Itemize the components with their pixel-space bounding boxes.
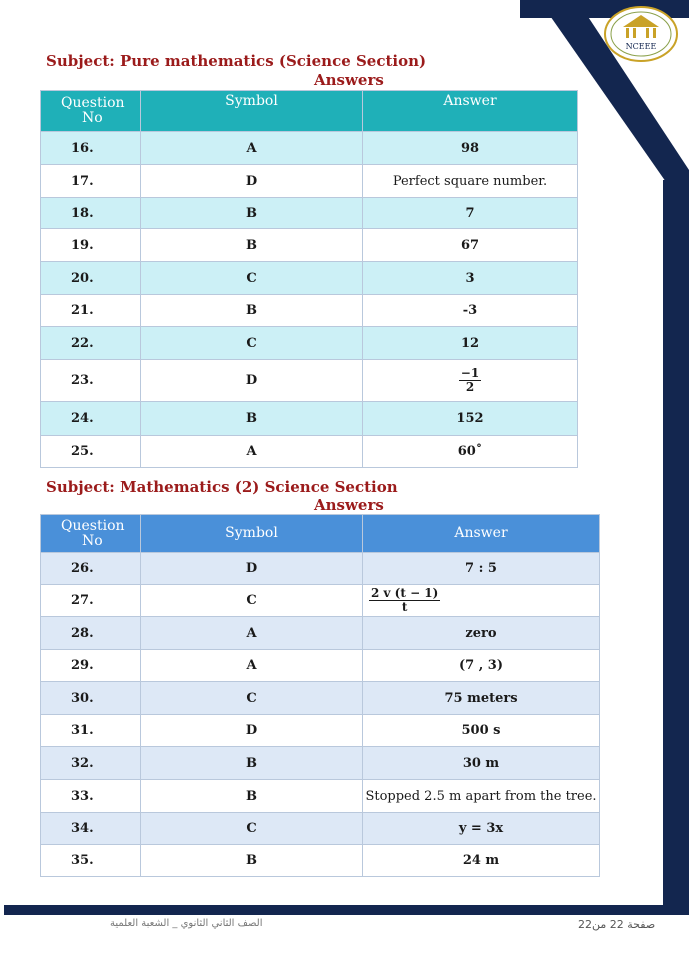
answer-symbol: A (141, 617, 363, 650)
answer-symbol: C (141, 813, 363, 845)
answer-symbol: D (141, 553, 363, 585)
answer-value: 75 meters (363, 682, 600, 715)
table-header-row (41, 91, 578, 132)
right-edge-bar (663, 180, 689, 915)
answer-value (363, 585, 600, 617)
table-row (41, 813, 600, 845)
answer-symbol: D (141, 360, 363, 402)
table-row (41, 198, 578, 229)
question-number: 22. (41, 327, 141, 360)
answer-value: 60˚ (363, 436, 578, 468)
question-number: 21. (41, 295, 141, 327)
answer-symbol: B (141, 780, 363, 813)
answer-symbol: B (141, 845, 363, 877)
answer-symbol: D (141, 165, 363, 198)
fraction-denominator: 2 (465, 380, 475, 394)
section2-answers-label: Answers (314, 496, 384, 514)
question-number: 33. (41, 780, 141, 813)
header-answer: Answer (363, 91, 578, 132)
answer-value: 30 m (363, 747, 600, 780)
table-row (41, 229, 578, 262)
answer-value: zero (363, 617, 600, 650)
table-row (41, 132, 578, 165)
answer-symbol: C (141, 682, 363, 715)
pure-math-answers-table (40, 90, 578, 468)
question-number: 27. (41, 585, 141, 617)
header-symbol: Symbol (141, 91, 363, 132)
footer-page-number: صفحة 22 من22 (578, 918, 656, 931)
answer-symbol: C (141, 327, 363, 360)
question-number: 17. (41, 165, 141, 198)
question-number: 28. (41, 617, 141, 650)
answer-symbol: B (141, 229, 363, 262)
footer-bar (4, 905, 689, 915)
fraction-denominator: t (401, 600, 408, 614)
header-question-no: Question No (41, 515, 141, 553)
table-row (41, 436, 578, 468)
question-number: 25. (41, 436, 141, 468)
question-number: 24. (41, 402, 141, 436)
answer-value: 7 : 5 (363, 553, 600, 585)
question-number: 34. (41, 813, 141, 845)
table-row (41, 165, 578, 198)
question-number: 32. (41, 747, 141, 780)
table-row (41, 845, 600, 877)
question-number: 23. (41, 360, 141, 402)
answer-value: 24 m (363, 845, 600, 877)
answer-symbol: D (141, 715, 363, 747)
table-row (41, 650, 600, 682)
nceee-logo-icon (603, 5, 679, 63)
answer-symbol: A (141, 436, 363, 468)
footer-grade-label: الصف الثاني الثانوي _ الشعبة العلمية (110, 918, 263, 929)
answer-symbol: B (141, 295, 363, 327)
table-row (41, 327, 578, 360)
answer-value: Perfect square number. (363, 165, 578, 198)
table-row (41, 553, 600, 585)
table-row (41, 360, 578, 402)
table-row (41, 402, 578, 436)
answer-value: 3 (363, 262, 578, 295)
table-row (41, 747, 600, 780)
question-number: 16. (41, 132, 141, 165)
answer-value: 67 (363, 229, 578, 262)
question-number: 31. (41, 715, 141, 747)
answer-symbol: A (141, 650, 363, 682)
answer-symbol: B (141, 747, 363, 780)
answer-symbol: A (141, 132, 363, 165)
mathematics2-answers-table (40, 514, 600, 877)
answer-value: (7 , 3) (363, 650, 600, 682)
question-number: 26. (41, 553, 141, 585)
answer-value: 98 (363, 132, 578, 165)
table-row (41, 715, 600, 747)
answer-symbol: B (141, 402, 363, 436)
table-header-row (41, 515, 600, 553)
question-number: 19. (41, 229, 141, 262)
fraction-numerator: 2 v (t − 1) (371, 586, 439, 600)
answer-value: 7 (363, 198, 578, 229)
fraction (369, 587, 440, 614)
table-row (41, 295, 578, 327)
section1-title: Subject: Pure mathematics (Science Section) (46, 52, 427, 70)
fraction (459, 367, 481, 394)
table-row (41, 262, 578, 295)
answer-value: 12 (363, 327, 578, 360)
table-row (41, 780, 600, 813)
question-number: 35. (41, 845, 141, 877)
answer-symbol: C (141, 262, 363, 295)
section1-answers-label: Answers (314, 71, 384, 89)
question-number: 20. (41, 262, 141, 295)
answer-value: 500 s (363, 715, 600, 747)
answer-value: Stopped 2.5 m apart from the tree. (363, 780, 600, 813)
answer-value: -3 (363, 295, 578, 327)
header-answer: Answer (363, 515, 600, 553)
header-symbol: Symbol (141, 515, 363, 553)
table-row (41, 682, 600, 715)
section2-title: Subject: Mathematics (2) Science Section (46, 478, 398, 496)
question-number: 18. (41, 198, 141, 229)
question-number: 29. (41, 650, 141, 682)
table-row (41, 585, 600, 617)
answer-symbol: C (141, 585, 363, 617)
answer-value (363, 360, 578, 402)
logo-text: NCEEE (625, 42, 657, 51)
fraction-numerator: −1 (460, 366, 480, 380)
answer-symbol: B (141, 198, 363, 229)
answer-value: 152 (363, 402, 578, 436)
header-question-no: Question No (41, 91, 141, 132)
question-number: 30. (41, 682, 141, 715)
answer-value: y = 3x (363, 813, 600, 845)
table-row (41, 617, 600, 650)
